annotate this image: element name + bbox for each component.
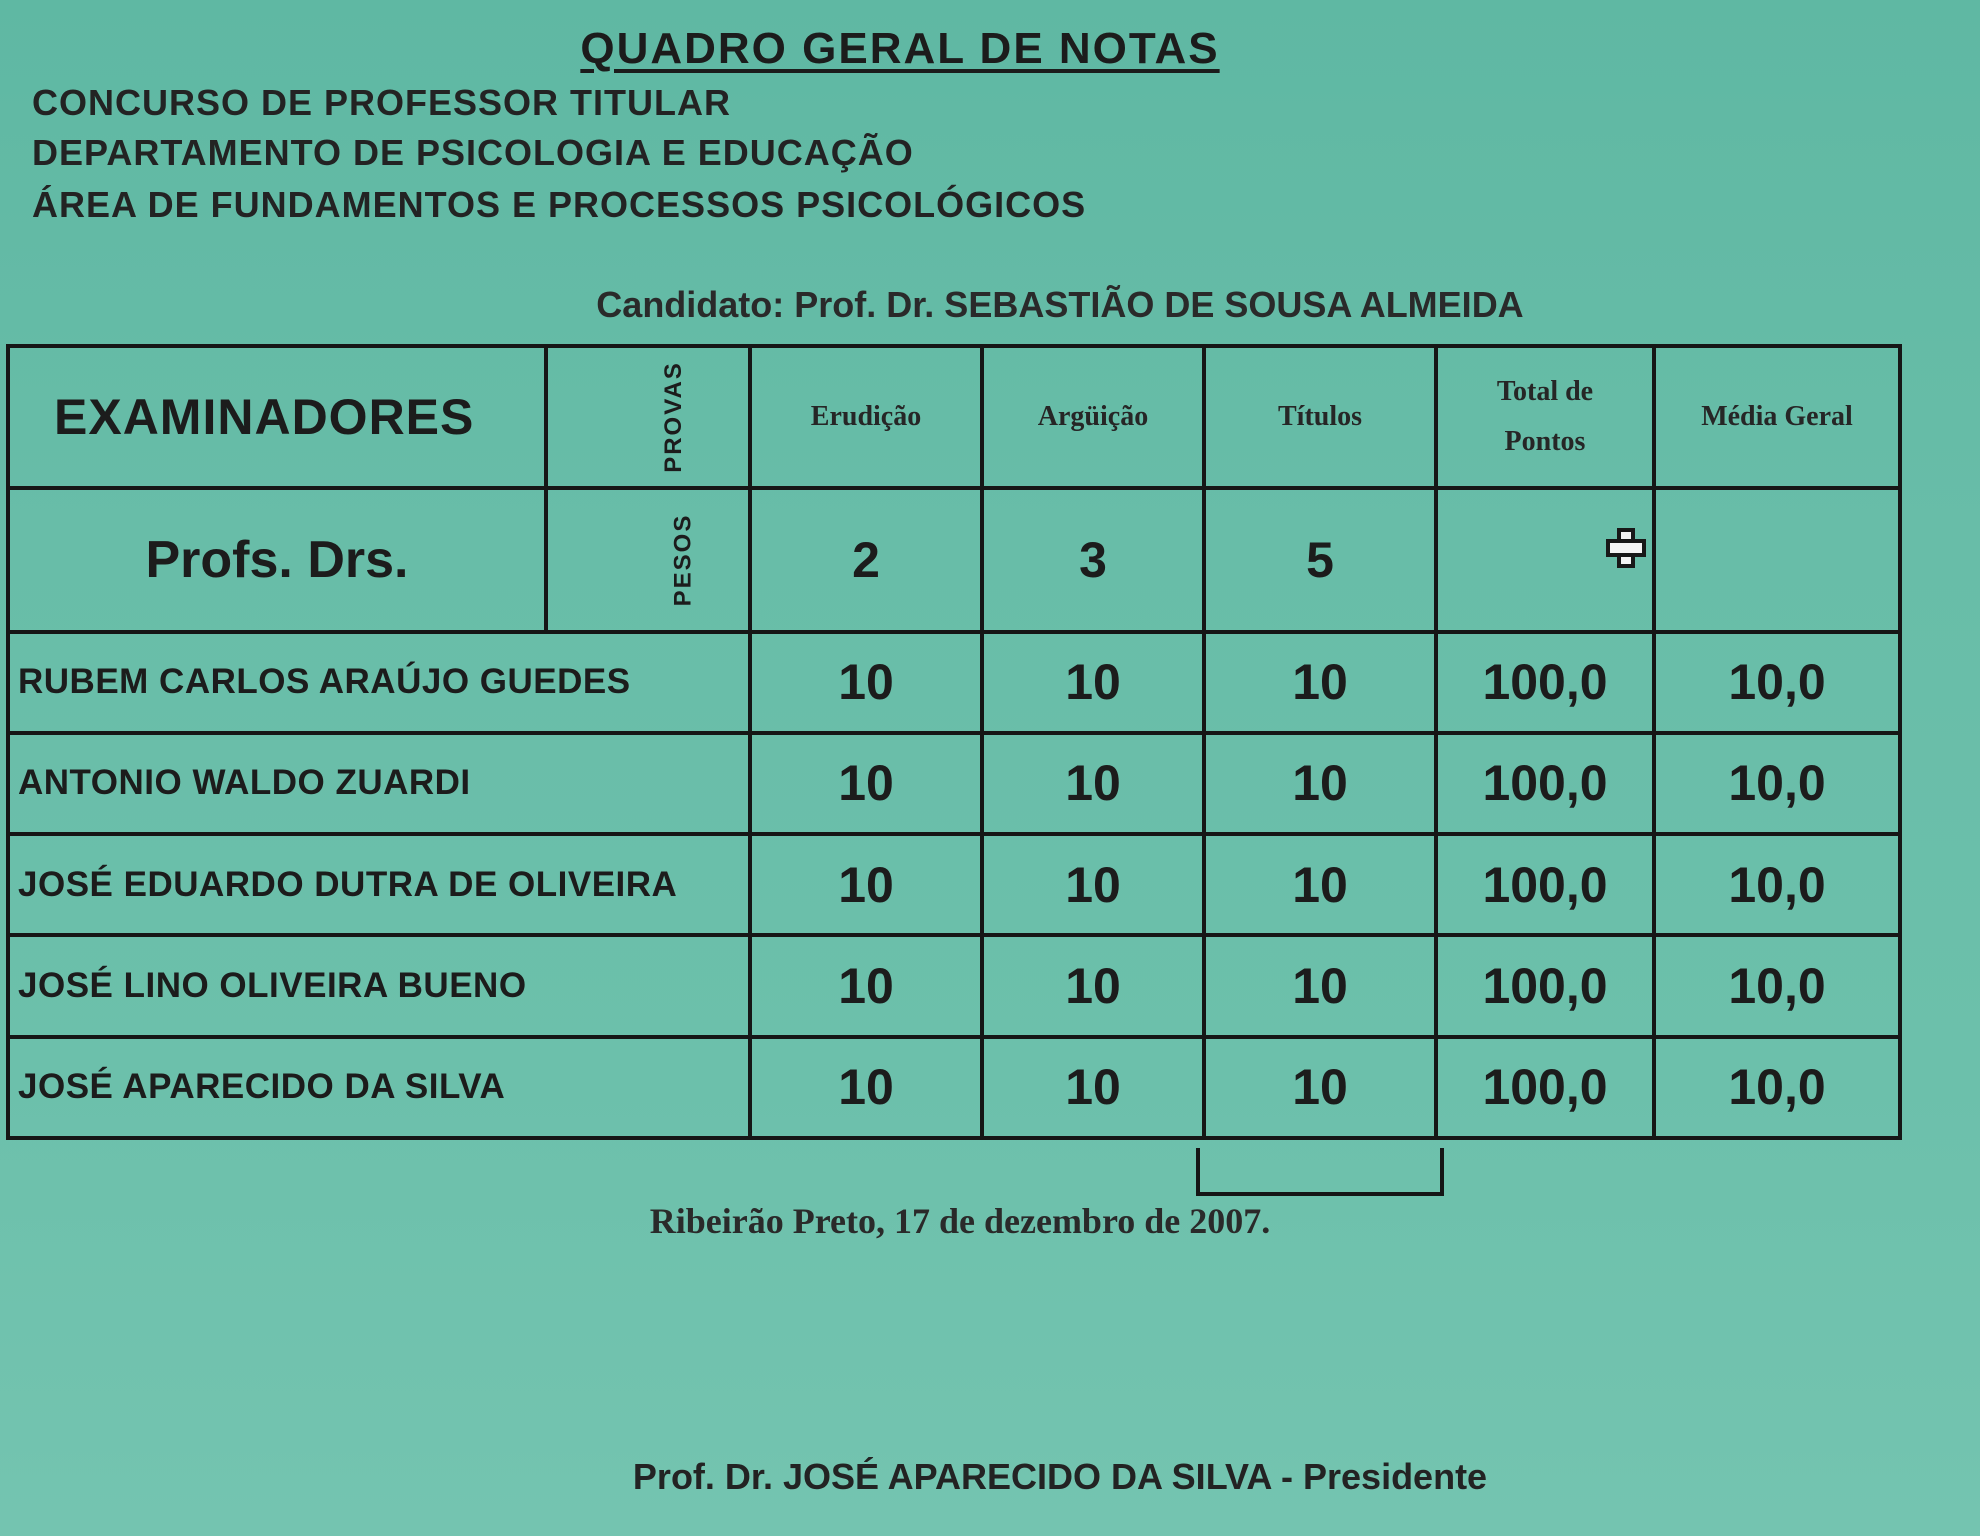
profs-label: Profs. Drs. bbox=[8, 488, 546, 632]
grade-titulos: 10 bbox=[1204, 834, 1436, 935]
signature-line: Prof. Dr. JOSÉ APARECIDO DA SILVA - Presidente bbox=[632, 1456, 1488, 1497]
examiners-label: EXAMINADORES bbox=[8, 346, 546, 488]
candidate-line: Candidato: Prof. Dr. SEBASTIÃO DE SOUSA ALMEIDA bbox=[596, 284, 1524, 325]
grade-titulos: 10 bbox=[1204, 632, 1436, 733]
examiner-name: JOSÉ APARECIDO DA SILVA bbox=[8, 1037, 750, 1138]
grade-media: 10,0 bbox=[1654, 632, 1900, 733]
column-header-titulos: Títulos bbox=[1204, 346, 1436, 488]
table-row bbox=[8, 834, 1900, 935]
grade-arguicao: 10 bbox=[982, 935, 1204, 1036]
grade-arguicao: 10 bbox=[982, 1037, 1204, 1138]
header-row-pesos bbox=[8, 488, 1900, 632]
column-header-media: Média Geral bbox=[1654, 346, 1900, 488]
table-row bbox=[8, 733, 1900, 834]
grade-media: 10,0 bbox=[1654, 834, 1900, 935]
grade-media: 10,0 bbox=[1654, 1037, 1900, 1138]
grade-arguicao: 10 bbox=[982, 632, 1204, 733]
grade-titulos: 10 bbox=[1204, 1037, 1436, 1138]
weight-erudicao: 2 bbox=[750, 488, 982, 632]
table-row bbox=[8, 1037, 1900, 1138]
examiner-name: JOSÉ EDUARDO DUTRA DE OLIVEIRA bbox=[8, 834, 750, 935]
grade-erudicao: 10 bbox=[750, 935, 982, 1036]
column-header-arguicao: Argüição bbox=[982, 346, 1204, 488]
grade-titulos: 10 bbox=[1204, 935, 1436, 1036]
provas-label: PROVAS bbox=[660, 361, 688, 473]
weight-media bbox=[1654, 488, 1900, 632]
grade-arguicao: 10 bbox=[982, 733, 1204, 834]
grade-erudicao: 10 bbox=[750, 733, 982, 834]
provas-cell bbox=[546, 346, 750, 488]
column-header-erudicao: Erudição bbox=[750, 346, 982, 488]
table-row bbox=[8, 935, 1900, 1036]
examiner-name: ANTONIO WALDO ZUARDI bbox=[8, 733, 750, 834]
subtitle-department: DEPARTAMENTO DE PSICOLOGIA E EDUCAÇÃO bbox=[32, 132, 914, 173]
pesos-cell bbox=[546, 488, 750, 632]
empty-cell-below-titulos bbox=[1196, 1148, 1444, 1196]
subtitle-contest: CONCURSO DE PROFESSOR TITULAR bbox=[32, 82, 732, 123]
grades-table bbox=[6, 344, 1902, 1140]
column-header-total: Total de Pontos bbox=[1436, 346, 1654, 488]
pesos-label: PESOS bbox=[669, 513, 697, 607]
weight-total bbox=[1436, 488, 1654, 632]
grade-total: 100,0 bbox=[1436, 1037, 1654, 1138]
header-row-provas bbox=[8, 346, 1900, 488]
grade-total: 100,0 bbox=[1436, 935, 1654, 1036]
plus-cursor-icon bbox=[1606, 528, 1646, 568]
grade-total: 100,0 bbox=[1436, 733, 1654, 834]
grade-media: 10,0 bbox=[1654, 733, 1900, 834]
grade-total: 100,0 bbox=[1436, 632, 1654, 733]
examiner-name: RUBEM CARLOS ARAÚJO GUEDES bbox=[8, 632, 750, 733]
grade-titulos: 10 bbox=[1204, 733, 1436, 834]
place-date: Ribeirão Preto, 17 de dezembro de 2007. bbox=[649, 1201, 1271, 1241]
grade-erudicao: 10 bbox=[750, 632, 982, 733]
page-title: QUADRO GERAL DE NOTAS bbox=[580, 24, 1220, 73]
examiner-name: JOSÉ LINO OLIVEIRA BUENO bbox=[8, 935, 750, 1036]
grade-total: 100,0 bbox=[1436, 834, 1654, 935]
weight-titulos: 5 bbox=[1204, 488, 1436, 632]
table-row bbox=[8, 632, 1900, 733]
weight-arguicao: 3 bbox=[982, 488, 1204, 632]
grade-erudicao: 10 bbox=[750, 1037, 982, 1138]
grade-media: 10,0 bbox=[1654, 935, 1900, 1036]
grade-arguicao: 10 bbox=[982, 834, 1204, 935]
subtitle-area: ÁREA DE FUNDAMENTOS E PROCESSOS PSICOLÓGICOS bbox=[32, 184, 1087, 225]
grade-erudicao: 10 bbox=[750, 834, 982, 935]
